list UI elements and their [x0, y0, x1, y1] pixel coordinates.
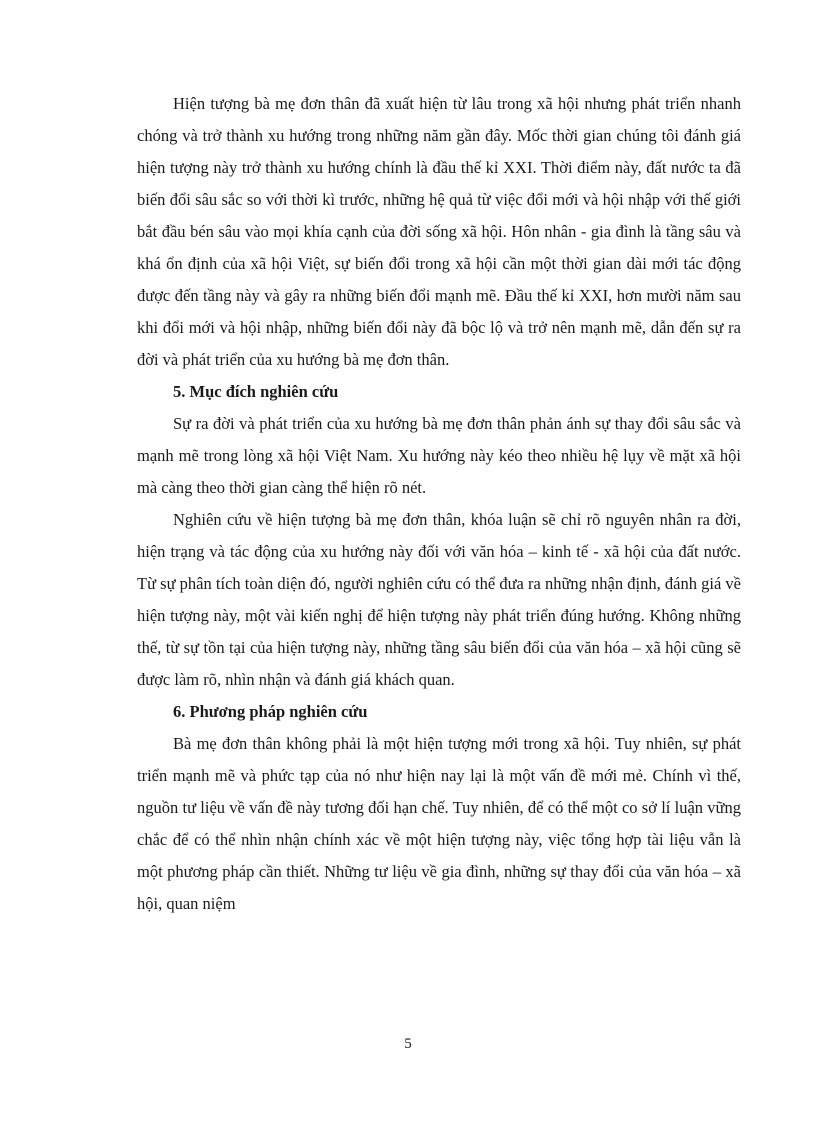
page-number: 5 — [404, 1036, 412, 1052]
page-body-text — [137, 88, 741, 920]
paragraph-phuong-phap-1: Bà mẹ đơn thân không phải là một hiện tượng mới trong xã hội. Tuy nhiên, sự phát triển mạnh mẽ và phức tạp của nó như hiện nay lại là một vấn đề mới mẻ. Chính vì thế, nguồn tư liệu về vấn đề này tương đối hạn chế. Tuy nhiên, để có thể một co sở lí luận vững chắc để có thể nhìn nhận chính xác về một hiện tượng này, việc tổng hợp tài liệu vẫn là một phương pháp cần thiết. Những tư liệu về gia đình, những sự thay đổi của văn hóa – xã hội, quan niệm — [137, 734, 741, 913]
section-heading-muc-dich: 5. Mục đích nghiên cứu — [173, 382, 339, 401]
section-heading-phuong-phap: 6. Phương pháp nghiên cứu — [173, 702, 368, 721]
paragraph-intro: Hiện tượng bà mẹ đơn thân đã xuất hiện từ lâu trong xã hội nhưng phát triển nhanh chóng và trở thành xu hướng trong những năm gần đây. Mốc thời gian chúng tôi đánh giá hiện tượng này trở thành xu hướng chính là đầu thế kỉ XXI. Thời điểm này, đất nước ta đã biến đổi sâu sắc so với thời kì trước, những hệ quả từ việc đổi mới và hội nhập với thế giới bắt đầu bén sâu vào mọi khía cạnh của đời sống xã hội. Hôn nhân - gia đình là tầng sâu và khá ổn định của xã hội Việt, sự biến đổi trong xã hội cần một thời gian dài mới tác động được đến tầng này và gây ra những biến đổi mạnh mẽ. Đầu thế kỉ XXI, hơn mười năm sau khi đổi mới và hội nhập, những biến đổi này đã bộc lộ và trở nên mạnh mẽ, dẫn đến sự ra đời và phát triển của xu hướng bà mẹ đơn thân. — [137, 94, 741, 369]
paragraph-muc-dich-2: Nghiên cứu về hiện tượng bà mẹ đơn thân, khóa luận sẽ chỉ rõ nguyên nhân ra đời, hiện trạng và tác động của xu hướng này đối với văn hóa – kinh tế - xã hội của đất nước. Từ sự phân tích toàn diện đó, người nghiên cứu có thể đưa ra những nhận định, đánh giá về hiện tượng này, một vài kiến nghị để hiện tượng này phát triển đúng hướng. Không những thế, từ sự tồn tại của hiện tượng này, những tầng sâu biến đổi của văn hóa – xã hội cũng sẽ được làm rõ, nhìn nhận và đánh giá khách quan. — [137, 510, 741, 689]
paragraph-muc-dich-1: Sự ra đời và phát triển của xu hướng bà mẹ đơn thân phản ánh sự thay đổi sâu sắc và mạnh mẽ trong lòng xã hội Việt Nam. Xu hướng này kéo theo nhiều hệ lụy về mặt xã hội mà càng theo thời gian càng thể hiện rõ nét. — [137, 414, 741, 497]
